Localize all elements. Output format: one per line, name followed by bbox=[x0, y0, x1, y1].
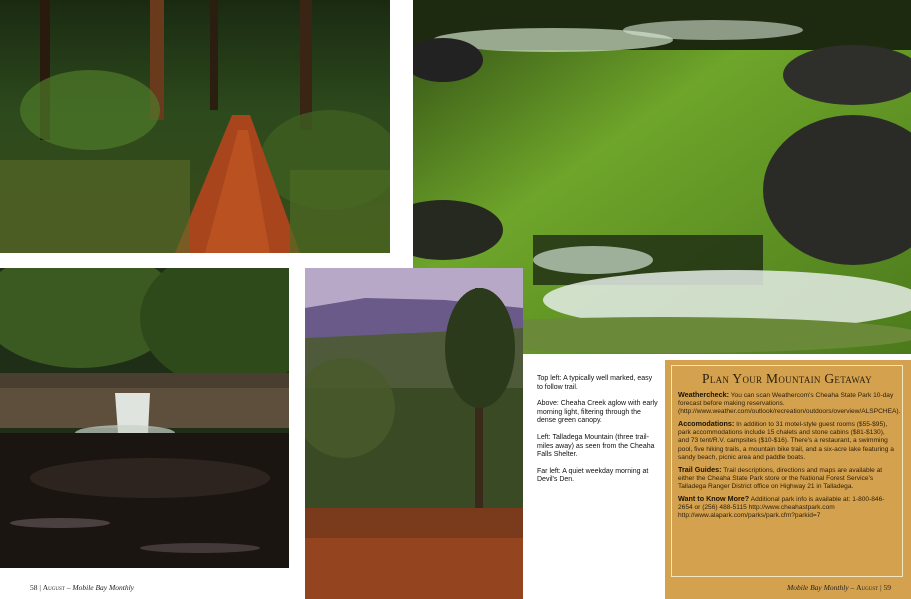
caption-far-left: Far left: A quiet weekday morning at Devil's Den. bbox=[537, 467, 649, 484]
waterfall-photo bbox=[0, 268, 289, 568]
caption-left: Left: Talladega Mountain (three trail-miles away) as seen from the Cheaha Falls Shelter. bbox=[537, 433, 655, 459]
folio-magazine: Mobile Bay Monthly bbox=[72, 583, 135, 592]
folio-separator: | bbox=[880, 583, 882, 592]
sidebar-title: Plan Your Mountain Getaway bbox=[702, 371, 872, 386]
photo-captions bbox=[537, 375, 659, 493]
section-label: Accomodations: bbox=[678, 419, 735, 429]
section-text: You can scan Weathercom's Cheaha State Park 10-day forecast before making reservations. (http://www.weather.com/outlook/recreation/outdoors/overview/ALSPCHEA). bbox=[678, 392, 901, 416]
caption-above: Above: Cheaha Creek aglow with early morning light, filtering through the dense green canopy. bbox=[537, 400, 658, 425]
section-text: In addition to 31 motel-style guest rooms ($55-$95), park accommodations include 15 chalets and stone cabins ($81-$130), and 73 tent/R.V. campsites ($10-$16). There's a restaurant, a swimming pool, five hiking trails, a mountain bike trail, and a six-acre lake featuring a sandy beach, picnic area and paddle boats. bbox=[678, 421, 894, 461]
mountain-view-photo bbox=[305, 268, 523, 599]
section-label: Weathercheck: bbox=[678, 390, 730, 399]
forest-trail-photo bbox=[0, 0, 390, 253]
folio-month: August bbox=[856, 583, 879, 592]
accomodations-section bbox=[678, 420, 896, 461]
more-info-section bbox=[678, 495, 896, 520]
folio-right bbox=[787, 583, 891, 592]
folio-separator: | bbox=[39, 583, 41, 592]
section-text: Additional park info is available at: 1-800-846-2654 or (256) 488-5115 http://www.cheahastpark.com http://www.alapark.com/parks/park.cfm?parkid=7 bbox=[678, 496, 885, 520]
folio-dash: – bbox=[850, 583, 855, 592]
getaway-sidebar bbox=[665, 360, 911, 599]
section-label: Want to Know More? bbox=[678, 494, 750, 504]
weathercheck-section bbox=[678, 390, 901, 416]
folio-month: August bbox=[42, 583, 65, 592]
page-number-right: 59 bbox=[883, 583, 891, 592]
trail-guides-section bbox=[678, 466, 896, 491]
section-label: Trail Guides: bbox=[678, 464, 722, 474]
folio-magazine: Mobile Bay Monthly bbox=[786, 583, 849, 592]
caption-top-left: Top left: A typically well marked, easy to follow trail. bbox=[537, 375, 653, 391]
section-text: Trail descriptions, directions and maps are available at either the Cheaha State Park store or the National Forest Service's Talladega Ranger District office on Highway 21 in Talladega. bbox=[678, 466, 883, 490]
page-number-left: 58 bbox=[30, 583, 38, 592]
sidebar-frame bbox=[671, 365, 903, 577]
folio-dash: – bbox=[66, 583, 71, 592]
folio-left bbox=[30, 583, 134, 592]
